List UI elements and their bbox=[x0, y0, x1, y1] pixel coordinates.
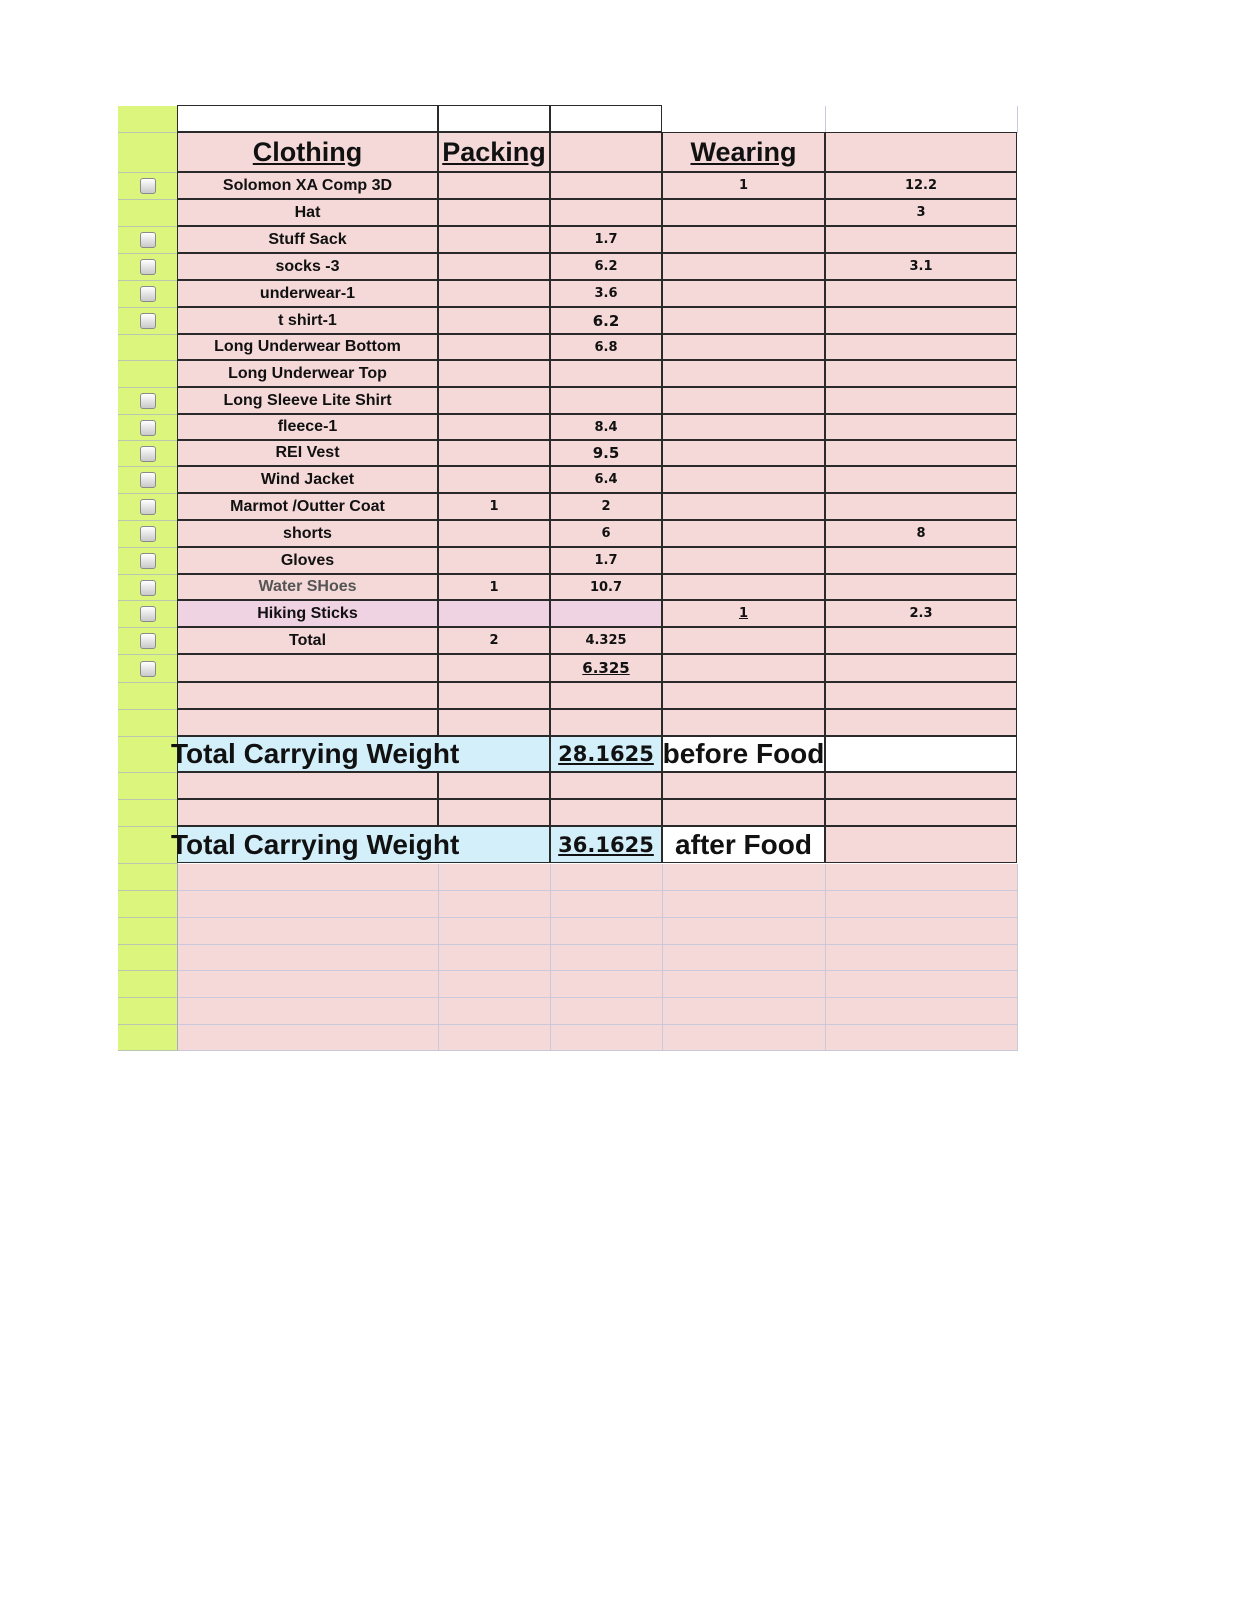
empty-cell[interactable] bbox=[663, 918, 826, 945]
wearing-weight-cell[interactable] bbox=[825, 307, 1017, 334]
item-name-cell[interactable] bbox=[177, 387, 438, 414]
item-name-text: REI Vest bbox=[275, 444, 340, 461]
empty-cell[interactable] bbox=[826, 1025, 1018, 1051]
wearing-qty-cell[interactable] bbox=[662, 627, 825, 654]
clothing-header-label: Clothing bbox=[252, 136, 363, 167]
packing-qty-cell[interactable] bbox=[438, 520, 550, 547]
packing-weight-cell[interactable] bbox=[550, 440, 662, 466]
row-checkbox[interactable] bbox=[140, 232, 156, 248]
packing-weight-value: 2 bbox=[601, 499, 611, 514]
wearing-qty-cell[interactable] bbox=[662, 709, 825, 736]
row-gutter bbox=[118, 971, 178, 998]
row-checkbox[interactable] bbox=[140, 420, 156, 436]
wearing-qty-value: 1 bbox=[738, 178, 749, 193]
row-gutter bbox=[118, 773, 178, 800]
packing-qty-cell[interactable] bbox=[438, 253, 550, 280]
row-gutter bbox=[118, 467, 178, 494]
item-name-text: Gloves bbox=[280, 551, 335, 569]
wearing-qty-cell[interactable] bbox=[662, 799, 825, 826]
item-name-cell[interactable] bbox=[177, 709, 438, 736]
wearing-qty-cell[interactable] bbox=[662, 334, 825, 360]
item-name-text: t shirt-1 bbox=[278, 311, 337, 329]
packing-qty-cell[interactable] bbox=[438, 360, 550, 387]
item-name-cell[interactable] bbox=[177, 799, 438, 826]
wearing-qty-cell[interactable] bbox=[662, 682, 825, 709]
wearing-qty-cell[interactable] bbox=[662, 440, 825, 466]
item-name-text: Long Sleeve Lite Shirt bbox=[223, 391, 392, 409]
header-cell bbox=[825, 132, 1017, 172]
empty-cell[interactable] bbox=[551, 918, 663, 945]
item-name-cell[interactable] bbox=[177, 547, 438, 574]
item-name-cell[interactable] bbox=[177, 466, 438, 493]
packing-qty-cell[interactable] bbox=[438, 466, 550, 493]
item-name-text: Hat bbox=[294, 203, 321, 221]
empty-cell[interactable] bbox=[551, 864, 663, 891]
empty-cell[interactable] bbox=[178, 945, 439, 971]
item-name-cell[interactable] bbox=[177, 253, 438, 280]
row-gutter bbox=[118, 227, 178, 254]
wearing-weight-cell[interactable] bbox=[825, 280, 1017, 307]
item-name-text: underwear-1 bbox=[259, 284, 356, 302]
row-gutter bbox=[118, 827, 178, 864]
total-weight-label-cell bbox=[171, 826, 550, 863]
packing-weight-value: 6.4 bbox=[594, 472, 618, 487]
packing-qty-cell[interactable] bbox=[438, 799, 550, 826]
row-gutter bbox=[118, 200, 178, 227]
wearing-weight-cell[interactable] bbox=[825, 172, 1017, 199]
item-name-text: Solomon XA Comp 3D bbox=[222, 176, 393, 194]
empty-cell[interactable] bbox=[826, 998, 1018, 1025]
packing-weight-cell[interactable] bbox=[550, 654, 662, 682]
wearing-qty-cell[interactable] bbox=[662, 280, 825, 307]
item-name-cell[interactable] bbox=[177, 493, 438, 520]
total-weight-label: Total Carrying Weight bbox=[171, 738, 460, 769]
empty-cell[interactable] bbox=[439, 1025, 551, 1051]
wearing-weight-cell[interactable] bbox=[825, 387, 1017, 414]
row-gutter bbox=[118, 173, 178, 200]
row-checkbox[interactable] bbox=[140, 446, 156, 462]
packing-qty-cell[interactable] bbox=[438, 226, 550, 253]
row-checkbox[interactable] bbox=[140, 393, 156, 409]
empty-cell[interactable] bbox=[663, 998, 826, 1025]
empty-cell[interactable] bbox=[178, 918, 439, 945]
packing-qty-cell[interactable] bbox=[438, 654, 550, 682]
packing-weight-cell[interactable] bbox=[550, 199, 662, 226]
empty-cell[interactable] bbox=[826, 971, 1018, 998]
empty-cell[interactable] bbox=[178, 1025, 439, 1051]
packing-weight-cell[interactable] bbox=[550, 772, 662, 799]
blank-top-cell[interactable] bbox=[663, 106, 826, 133]
wearing-qty-cell[interactable] bbox=[662, 172, 825, 199]
wearing-weight-cell[interactable] bbox=[825, 226, 1017, 253]
item-name-cell[interactable] bbox=[177, 199, 438, 226]
item-name-text: Total bbox=[288, 631, 327, 649]
wearing-qty-cell[interactable] bbox=[662, 600, 825, 627]
packing-weight-value: 6.2 bbox=[592, 311, 620, 330]
wearing-qty-cell[interactable] bbox=[662, 654, 825, 682]
food-note-cell bbox=[662, 736, 825, 772]
empty-cell[interactable] bbox=[663, 1025, 826, 1051]
row-gutter bbox=[118, 361, 178, 388]
packing-qty-cell[interactable] bbox=[438, 772, 550, 799]
row-gutter bbox=[118, 521, 178, 548]
item-name-text: Hiking Sticks bbox=[257, 604, 358, 622]
wearing-weight-value: 12.2 bbox=[904, 178, 938, 193]
wearing-weight-cell[interactable] bbox=[825, 627, 1017, 654]
packing-weight-value: 6.8 bbox=[594, 339, 618, 355]
item-name-text: shorts bbox=[283, 524, 332, 542]
row-gutter bbox=[118, 945, 178, 971]
packing-header-label: Packing bbox=[442, 136, 546, 167]
wearing-weight-cell[interactable] bbox=[825, 253, 1017, 280]
wearing-weight-cell[interactable] bbox=[825, 360, 1017, 387]
packing-weight-value: 6 bbox=[601, 526, 611, 541]
row-checkbox[interactable] bbox=[140, 499, 156, 515]
row-checkbox[interactable] bbox=[140, 553, 156, 569]
clothing-header bbox=[177, 132, 438, 172]
packing-qty-value: 1 bbox=[489, 499, 499, 514]
wearing-qty-cell[interactable] bbox=[662, 307, 825, 334]
wearing-qty-cell[interactable] bbox=[662, 387, 825, 414]
row-gutter bbox=[118, 601, 178, 628]
empty-cell[interactable] bbox=[439, 864, 551, 891]
item-name-cell[interactable] bbox=[177, 682, 438, 709]
row-gutter bbox=[118, 254, 178, 281]
row-gutter bbox=[118, 494, 178, 521]
packing-weight-cell[interactable] bbox=[550, 307, 662, 334]
empty-cell[interactable] bbox=[439, 971, 551, 998]
item-name-text: fleece-1 bbox=[277, 418, 338, 435]
empty-cell[interactable] bbox=[663, 945, 826, 971]
wearing-header bbox=[662, 132, 825, 172]
empty-cell[interactable] bbox=[178, 864, 439, 891]
row-checkbox[interactable] bbox=[140, 606, 156, 622]
row-checkbox[interactable] bbox=[140, 259, 156, 275]
row-gutter bbox=[118, 628, 178, 655]
packing-qty-cell[interactable] bbox=[438, 414, 550, 440]
row-checkbox[interactable] bbox=[140, 526, 156, 542]
row-gutter bbox=[118, 864, 178, 891]
wearing-qty-value: 1 bbox=[738, 606, 749, 621]
empty-cell[interactable] bbox=[439, 918, 551, 945]
total-weight-value: 28.1625 bbox=[558, 742, 654, 766]
packing-weight-cell[interactable] bbox=[550, 226, 662, 253]
item-name-cell[interactable] bbox=[177, 414, 438, 440]
total-weight-value: 36.1625 bbox=[558, 832, 654, 857]
empty-cell[interactable] bbox=[439, 945, 551, 971]
empty-cell[interactable] bbox=[663, 864, 826, 891]
packing-qty-cell[interactable] bbox=[438, 440, 550, 466]
empty-cell[interactable] bbox=[178, 891, 439, 918]
row-gutter bbox=[118, 918, 178, 945]
total-weight-label-cell bbox=[171, 736, 550, 772]
item-name-text: Water SHoes bbox=[258, 578, 357, 595]
wearing-weight-cell[interactable] bbox=[825, 466, 1017, 493]
wearing-weight-cell[interactable] bbox=[825, 520, 1017, 547]
item-name-cell[interactable] bbox=[177, 280, 438, 307]
row-gutter bbox=[118, 415, 178, 441]
empty-cell[interactable] bbox=[663, 971, 826, 998]
row-checkbox[interactable] bbox=[140, 178, 156, 194]
packing-qty-cell[interactable] bbox=[438, 280, 550, 307]
packing-weight-cell[interactable] bbox=[550, 253, 662, 280]
item-name-cell[interactable] bbox=[177, 307, 438, 334]
row-gutter bbox=[118, 710, 178, 737]
packing-qty-cell[interactable] bbox=[438, 547, 550, 574]
wearing-qty-cell[interactable] bbox=[662, 772, 825, 799]
packing-weight-cell[interactable] bbox=[550, 387, 662, 414]
packing-weight-cell[interactable] bbox=[550, 709, 662, 736]
header-cell bbox=[550, 132, 662, 172]
packing-weight-cell[interactable] bbox=[550, 600, 662, 627]
packing-qty-cell[interactable] bbox=[438, 493, 550, 520]
row-gutter bbox=[118, 800, 178, 827]
packing-weight-value: 1.7 bbox=[594, 553, 618, 568]
row-gutter bbox=[118, 575, 178, 601]
wearing-qty-cell[interactable] bbox=[662, 574, 825, 600]
wearing-weight-cell[interactable] bbox=[825, 547, 1017, 574]
wearing-weight-cell[interactable] bbox=[825, 654, 1017, 682]
item-name-cell[interactable] bbox=[177, 772, 438, 799]
wearing-weight-cell[interactable] bbox=[825, 414, 1017, 440]
item-name-text: Marmot /Outter Coat bbox=[230, 497, 385, 515]
item-name-cell[interactable] bbox=[177, 360, 438, 387]
empty-cell[interactable] bbox=[551, 971, 663, 998]
empty-cell[interactable] bbox=[439, 891, 551, 918]
wearing-weight-value: 8 bbox=[916, 526, 926, 541]
wearing-qty-cell[interactable] bbox=[662, 547, 825, 574]
packing-weight-value: 3.6 bbox=[594, 286, 618, 301]
packing-weight-cell[interactable] bbox=[550, 799, 662, 826]
row-gutter bbox=[118, 655, 178, 683]
item-name-text: Wind Jacket bbox=[260, 470, 355, 488]
packing-weight-cell[interactable] bbox=[550, 466, 662, 493]
item-name-text: Long Underwear Bottom bbox=[214, 338, 401, 355]
wearing-header-label: Wearing bbox=[690, 136, 797, 167]
empty-cell[interactable] bbox=[439, 998, 551, 1025]
blank-top-cell[interactable] bbox=[550, 105, 662, 132]
food-note: after Food bbox=[675, 828, 812, 860]
row-gutter bbox=[118, 133, 178, 173]
wearing-weight-cell[interactable] bbox=[825, 709, 1017, 736]
row-checkbox[interactable] bbox=[140, 472, 156, 488]
item-name-cell[interactable] bbox=[177, 574, 438, 600]
packing-weight-cell[interactable] bbox=[550, 493, 662, 520]
packing-qty-cell[interactable] bbox=[438, 682, 550, 709]
wearing-weight-cell[interactable] bbox=[825, 334, 1017, 360]
row-gutter bbox=[118, 388, 178, 415]
row-gutter bbox=[118, 548, 178, 575]
empty-cell[interactable] bbox=[826, 918, 1018, 945]
row-gutter bbox=[118, 308, 178, 335]
row-gutter bbox=[118, 737, 178, 773]
item-name-text: Long Underwear Top bbox=[228, 364, 387, 382]
packing-weight-cell[interactable] bbox=[550, 547, 662, 574]
packing-qty-cell[interactable] bbox=[438, 627, 550, 654]
packing-weight-cell[interactable] bbox=[550, 172, 662, 199]
packing-header bbox=[438, 132, 550, 172]
empty-cell[interactable] bbox=[551, 1025, 663, 1051]
total-weight-label: Total Carrying Weight bbox=[171, 828, 460, 860]
item-name-cell[interactable] bbox=[177, 627, 438, 654]
wearing-weight-cell[interactable] bbox=[825, 772, 1017, 799]
item-name-cell[interactable] bbox=[177, 600, 438, 627]
summary-empty-cell[interactable] bbox=[825, 826, 1017, 863]
wearing-weight-cell[interactable] bbox=[825, 682, 1017, 709]
packing-weight-value: 1.7 bbox=[594, 232, 618, 247]
row-gutter bbox=[118, 1025, 178, 1051]
packing-qty-cell[interactable] bbox=[438, 307, 550, 334]
empty-cell[interactable] bbox=[826, 945, 1018, 971]
packing-qty-cell[interactable] bbox=[438, 172, 550, 199]
wearing-weight-cell[interactable] bbox=[825, 199, 1017, 226]
wearing-qty-cell[interactable] bbox=[662, 226, 825, 253]
row-checkbox[interactable] bbox=[140, 661, 156, 677]
empty-cell[interactable] bbox=[551, 998, 663, 1025]
packing-qty-cell[interactable] bbox=[438, 600, 550, 627]
packing-weight-cell[interactable] bbox=[550, 334, 662, 360]
wearing-weight-value: 3.1 bbox=[909, 259, 933, 274]
row-checkbox[interactable] bbox=[140, 286, 156, 302]
food-note-cell bbox=[662, 826, 825, 863]
row-checkbox[interactable] bbox=[140, 313, 156, 329]
packing-weight-cell[interactable] bbox=[550, 414, 662, 440]
empty-cell[interactable] bbox=[551, 945, 663, 971]
item-name-text: socks -3 bbox=[275, 257, 340, 275]
empty-cell[interactable] bbox=[178, 971, 439, 998]
empty-cell[interactable] bbox=[178, 998, 439, 1025]
wearing-qty-cell[interactable] bbox=[662, 199, 825, 226]
item-name-cell[interactable] bbox=[177, 654, 438, 682]
packing-qty-cell[interactable] bbox=[438, 387, 550, 414]
wearing-weight-cell[interactable] bbox=[825, 574, 1017, 600]
wearing-qty-cell[interactable] bbox=[662, 360, 825, 387]
item-name-text: Stuff Sack bbox=[268, 230, 347, 248]
empty-cell[interactable] bbox=[826, 891, 1018, 918]
blank-top-cell[interactable] bbox=[177, 105, 438, 132]
packing-weight-cell[interactable] bbox=[550, 360, 662, 387]
wearing-qty-cell[interactable] bbox=[662, 414, 825, 440]
row-gutter bbox=[118, 998, 178, 1025]
item-name-cell[interactable] bbox=[177, 226, 438, 253]
row-gutter bbox=[118, 106, 178, 133]
packing-weight-value: 6.325 bbox=[582, 659, 630, 677]
item-name-cell[interactable] bbox=[177, 520, 438, 547]
row-checkbox[interactable] bbox=[140, 580, 156, 596]
total-weight-value-cell bbox=[550, 826, 662, 863]
row-gutter bbox=[118, 335, 178, 361]
packing-weight-value: 4.325 bbox=[585, 633, 627, 648]
packing-weight-cell[interactable] bbox=[550, 574, 662, 600]
packing-qty-cell[interactable] bbox=[438, 709, 550, 736]
item-name-cell[interactable] bbox=[177, 172, 438, 199]
total-weight-value-cell bbox=[550, 736, 662, 772]
item-name-cell[interactable] bbox=[177, 334, 438, 360]
packing-weight-value: 8.4 bbox=[594, 419, 618, 435]
blank-top-cell[interactable] bbox=[826, 106, 1018, 133]
packing-qty-cell[interactable] bbox=[438, 334, 550, 360]
wearing-qty-cell[interactable] bbox=[662, 493, 825, 520]
wearing-qty-cell[interactable] bbox=[662, 520, 825, 547]
packing-weight-value: 6.2 bbox=[594, 259, 618, 274]
packing-qty-value: 1 bbox=[489, 579, 499, 595]
row-gutter bbox=[118, 683, 178, 710]
packing-qty-cell[interactable] bbox=[438, 574, 550, 600]
wearing-weight-cell[interactable] bbox=[825, 600, 1017, 627]
packing-qty-value: 2 bbox=[489, 633, 499, 648]
packing-qty-cell[interactable] bbox=[438, 199, 550, 226]
packing-weight-cell[interactable] bbox=[550, 627, 662, 654]
row-gutter bbox=[118, 891, 178, 918]
row-checkbox[interactable] bbox=[140, 633, 156, 649]
empty-cell[interactable] bbox=[551, 891, 663, 918]
packing-weight-value: 9.5 bbox=[592, 444, 620, 462]
empty-cell[interactable] bbox=[826, 864, 1018, 891]
wearing-qty-cell[interactable] bbox=[662, 466, 825, 493]
packing-weight-cell[interactable] bbox=[550, 520, 662, 547]
wearing-qty-cell[interactable] bbox=[662, 253, 825, 280]
empty-cell[interactable] bbox=[663, 891, 826, 918]
wearing-weight-cell[interactable] bbox=[825, 493, 1017, 520]
packing-weight-value: 10.7 bbox=[589, 579, 623, 595]
wearing-weight-cell[interactable] bbox=[825, 440, 1017, 466]
blank-top-cell[interactable] bbox=[438, 105, 550, 132]
wearing-weight-cell[interactable] bbox=[825, 799, 1017, 826]
wearing-weight-value: 2.3 bbox=[909, 606, 933, 621]
summary-empty-cell[interactable] bbox=[825, 736, 1017, 772]
wearing-weight-value: 3 bbox=[916, 205, 926, 220]
row-gutter bbox=[118, 441, 178, 467]
row-gutter bbox=[118, 281, 178, 308]
packing-weight-cell[interactable] bbox=[550, 682, 662, 709]
food-note: before Food bbox=[662, 738, 825, 769]
item-name-cell[interactable] bbox=[177, 440, 438, 466]
packing-weight-cell[interactable] bbox=[550, 280, 662, 307]
